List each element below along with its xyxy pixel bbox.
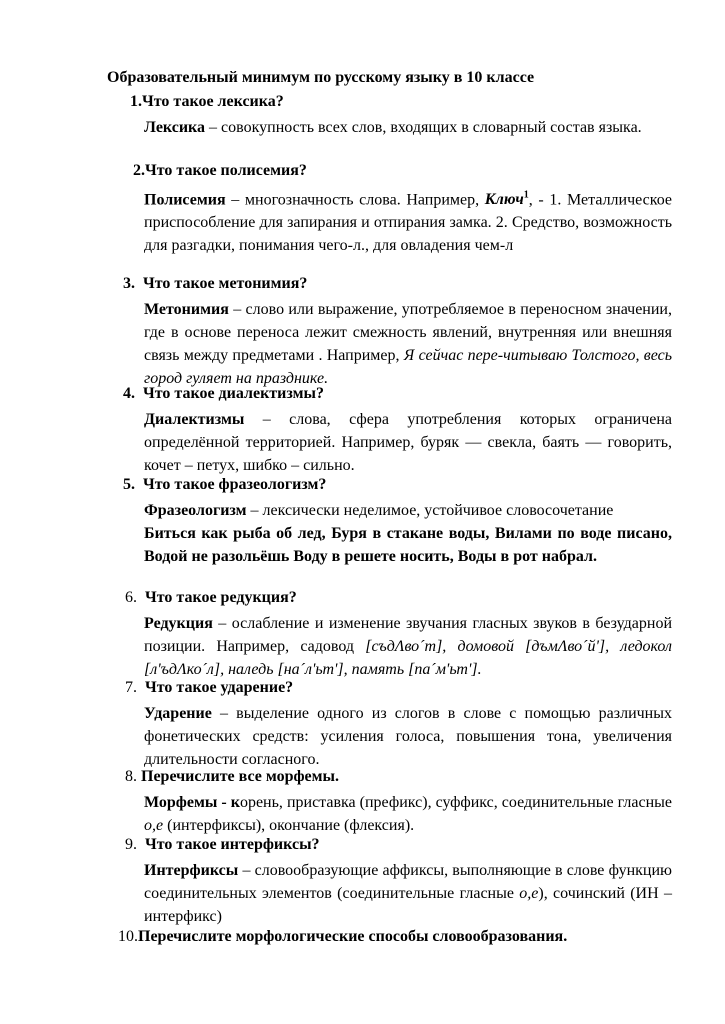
answer-9 <box>144 859 672 928</box>
answer-8 <box>144 791 672 837</box>
answer-6 <box>144 612 672 681</box>
definition: – совокупность всех слов, входящих в словарный состав языка. <box>205 119 642 136</box>
question-text: Что такое лексика? <box>142 93 284 110</box>
answer-5 <box>144 499 672 568</box>
term: Метонимия <box>144 301 229 318</box>
definition: – словообразующие аффиксы, выполняющие в слове функцию соединительных элементов (соединительные гласные <box>144 862 672 902</box>
question-number: 3. <box>123 275 135 292</box>
question-number: 4. <box>123 385 135 402</box>
document-title: Образовательный минимум по русскому языку в 10 классе <box>107 69 535 86</box>
question-number: 7. <box>125 679 137 696</box>
question-text: Перечислите морфологические способы словообразования. <box>138 928 568 945</box>
question-3 <box>123 275 307 293</box>
definition: орень, приставка (префикс), суффикс, соединительные гласные <box>239 794 672 811</box>
question-text: Перечислите все морфемы. <box>141 768 340 785</box>
question-number: 1. <box>130 93 142 110</box>
answer-3 <box>144 298 672 390</box>
answer-1 <box>144 116 672 139</box>
transcription-examples: [съдΛво´т], домовой [дъмΛво´й'], ледокол [л'ъдΛко´л], наледь [на´л'ьт'], память [па´м'ьт']. <box>144 638 673 678</box>
question-number: 6. <box>125 589 137 606</box>
term: Лексика <box>144 119 206 136</box>
answer-2 <box>144 184 672 257</box>
question-text: Что такое полисемия? <box>145 162 307 179</box>
definition: – ослабление и изменение звучания гласных звуков в безударной позиции. Например, садовод <box>144 615 672 655</box>
term: Фразеологизм <box>144 502 247 519</box>
question-text: Что такое интерфиксы? <box>145 836 320 853</box>
question-text: Что такое метонимия? <box>143 275 308 292</box>
example-superscript: 1 <box>523 190 529 201</box>
question-6 <box>125 589 297 607</box>
question-2 <box>133 162 307 180</box>
term: Редукция <box>144 615 213 632</box>
question-text: Что такое ударение? <box>145 679 294 696</box>
definition: – слово или выражение, употребляемое в переносном значении, где в основе переноса лежит смежность явлений, внутренняя или внешняя связь между предметами . Например, <box>144 301 672 364</box>
question-number: 9. <box>125 836 137 853</box>
example-word: Ключ <box>484 191 524 209</box>
question-text: Что такое редукция? <box>145 589 297 606</box>
definition-continued: (интерфиксы), окончание (флексия). <box>163 817 415 834</box>
answer-4 <box>144 408 672 477</box>
question-10 <box>118 928 567 946</box>
question-5 <box>123 476 326 494</box>
question-text: Что такое диалектизмы? <box>143 385 324 402</box>
question-4 <box>123 385 324 403</box>
idiom-examples: Биться как рыба об лед, Буря в стакане воды, Вилами по воде писано, Водой не разольёшь Воду в решете носить, Воды в рот набрал. <box>144 525 672 565</box>
vowels: о,е <box>144 817 164 834</box>
question-text: Что такое фразеологизм? <box>143 476 327 493</box>
vowels: о,е <box>519 885 539 902</box>
question-7 <box>125 679 293 697</box>
question-number: 8. <box>125 768 137 785</box>
definition: – слова, сфера употребления которых ограничена определённой территорией. Например, буряк — свекла, баять — говорить, кочет – петух, шибко – сильно. <box>144 411 672 474</box>
term: Интерфиксы <box>144 862 239 879</box>
question-1 <box>130 93 284 111</box>
definition: – многозначность слова. Например, <box>225 191 485 209</box>
definition-continued: , - 1. Металлическое приспособление для запирания и отпирания замка. 2. Средство, возможность для разгадки, понимания чего-л., для овладения чем-л <box>144 191 673 255</box>
question-number: 2. <box>133 162 145 179</box>
answer-7 <box>144 702 672 771</box>
term: Ударение <box>144 705 212 722</box>
definition-continued: ), сочинский (ИН – интерфикс) <box>144 885 672 925</box>
question-8 <box>125 768 339 786</box>
question-number: 10. <box>118 928 138 945</box>
term: Полисемия <box>144 191 226 209</box>
example: Я сейчас пере-читываю Толстого, весь город гуляет на празднике. <box>144 347 673 387</box>
question-number: 5. <box>123 476 135 493</box>
definition: – выделение одного из слогов в слове с помощью различных фонетических средств: усиления голоса, повышения тона, увеличения длительности согласного. <box>144 705 672 768</box>
term: Морфемы - к <box>144 794 240 811</box>
definition: – лексически неделимое, устойчивое словосочетание <box>246 502 614 519</box>
term: Диалектизмы <box>144 411 245 428</box>
question-9 <box>125 836 320 854</box>
